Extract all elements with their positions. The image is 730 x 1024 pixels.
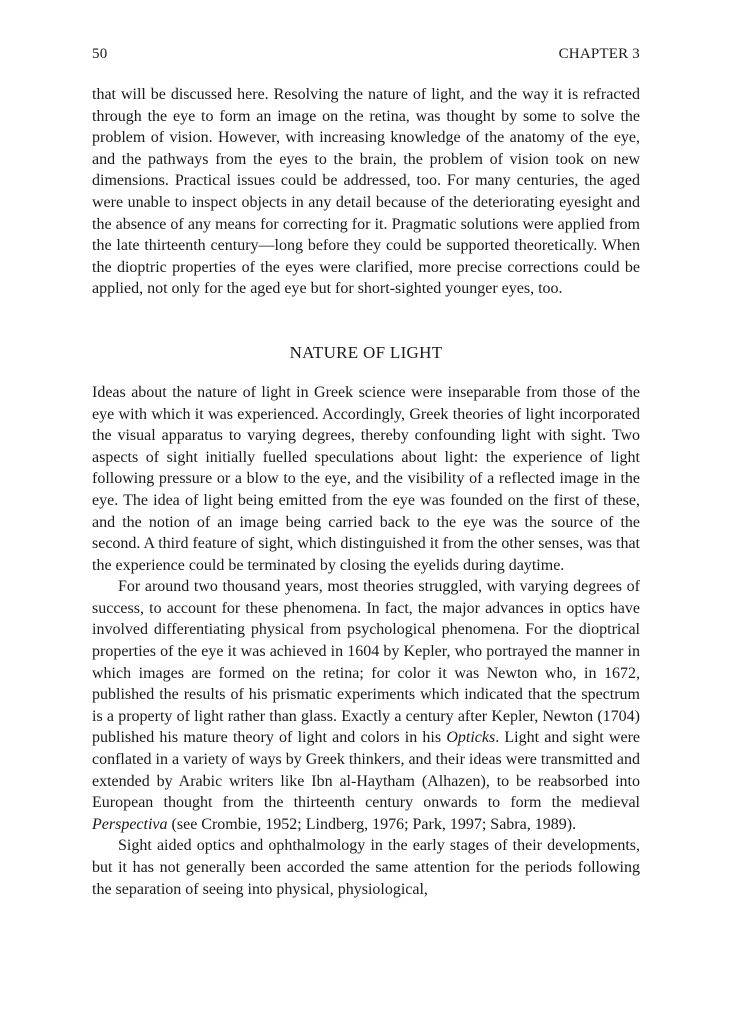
light-paragraph-3: Sight aided optics and ophthalmology in the early stages of their developments, but it has not generally been accorded the same attention for the periods following the separation of seeing into physical, physiological, <box>92 837 640 898</box>
section-heading: NATURE OF LIGHT <box>289 342 443 362</box>
chapter-label: CHAPTER 3 <box>558 46 640 62</box>
book-page <box>92 44 640 900</box>
light-paragraph-2-part-b: . Light and sight were conflated in a variety of ways by Greek thinkers, and their ideas were transmitted and extended by Arabic writers like Ibn al-Haytham (Alhazen), to be reabsorbed into European thought from the thirteenth century onwards to form the medieval <box>92 729 641 812</box>
light-paragraph-2-part-a: For around two thousand years, most theories struggled, with varying degrees of success, to account for these phenomena. In fact, the major advances in optics have involved differentiating physical from psychological phenomena. For the dioptrical properties of the eye it was achieved in 1604 by Kepler, who portrayed the manner in which images are formed on the retina; for color it was Newton who, in 1672, published the results of his prismatic experiments which indicated that the spectrum is a property of light rather than glass. Exactly a century after Kepler, Newton (1704) published his mature theory of light and colors in his <box>92 578 640 747</box>
perspectiva-title: Perspectiva <box>92 815 168 833</box>
light-paragraph-2 <box>92 576 640 835</box>
page-number: 50 <box>92 46 108 62</box>
opticks-title: Opticks <box>446 729 496 747</box>
running-head <box>92 44 640 64</box>
light-paragraph-1: Ideas about the nature of light in Greek science were inseparable from those of the eye with which it was experienced. Accordingly, Greek theories of light incorporated the visual apparatus to varying degrees, thereby confounding light with sight. Two aspects of sight initially fuelled speculations about light: the experience of light following pressure or a blow to the eye, and the visibility of a reflected image in the eye. The idea of light being emitted from the eye was founded on the first of these, and the notion of an image being carried back to the eye was the source of the second. A third feature of sight, which distinguished it from the other senses, was that the experience could be terminated by closing the eyelids during daytime. <box>92 383 640 574</box>
intro-paragraph: that will be discussed here. Resolving the nature of light, and the way it is refracted through the eye to form an image on the retina, was thought by some to solve the problem of vision. However, with increasing knowledge of the anatomy of the eye, and the pathways from the eyes to the brain, the problem of vision took on new dimensions. Practical issues could be addressed, too. For many centuries, the aged were unable to inspect objects in any detail because of the deteriorating eyesight and the absence of any means for correcting for it. Pragmatic solutions were applied from the late thirteenth century—long before they could be supported theoretically. When the dioptric properties of the eyes were clarified, more precise corrections could be applied, not only for the aged eye but for short-sighted younger eyes, too. <box>92 86 640 298</box>
light-paragraph-2-part-c: (see Crombie, 1952; Lindberg, 1976; Park, 1997; Sabra, 1989). <box>167 815 577 833</box>
